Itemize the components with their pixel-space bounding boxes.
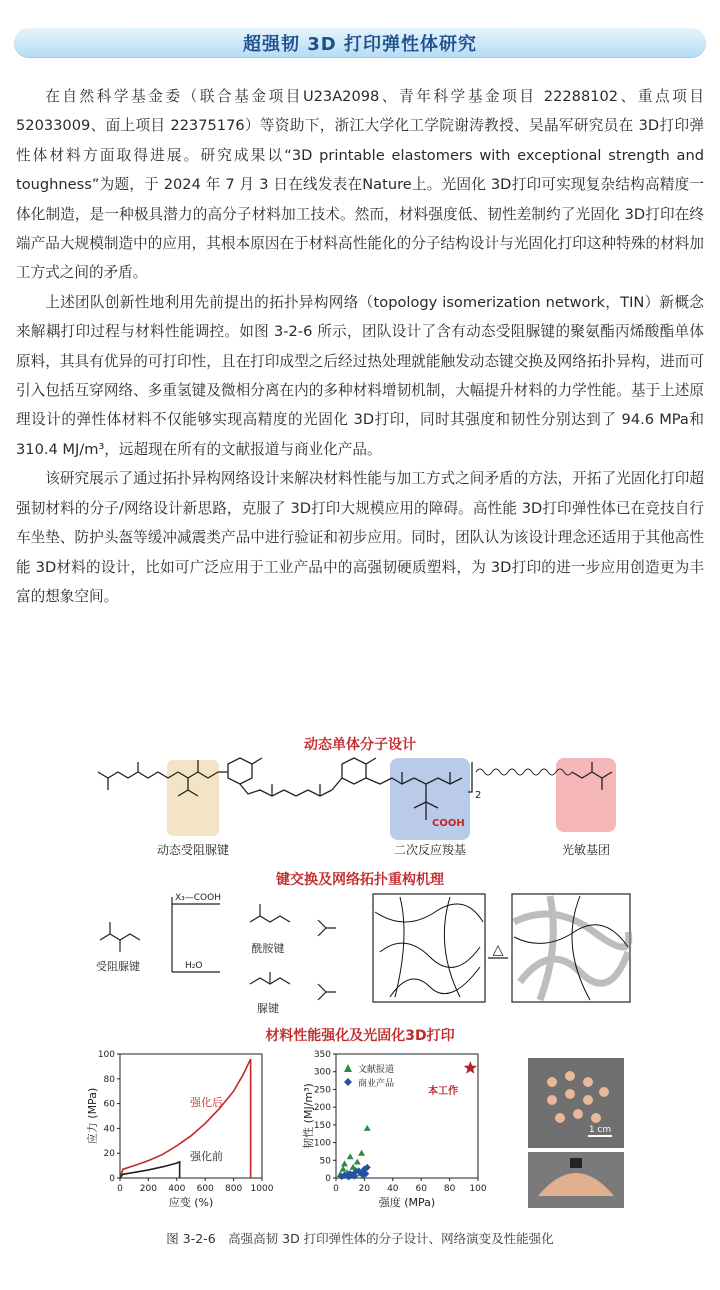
- legend-commercial-label: 商业产品: [358, 1079, 395, 1089]
- chart2-ytick-label: 200: [313, 1103, 331, 1114]
- section1-title: 动态单体分子设计: [304, 737, 416, 753]
- figure-3-2-6: [80, 722, 640, 1217]
- chart1-xtick-label: 200: [139, 1184, 157, 1194]
- literature-point: [364, 1125, 371, 1131]
- section2-title: 键交换及网络拓扑重构机理: [276, 872, 444, 888]
- chart2-xtick-label: 0: [333, 1184, 339, 1194]
- paragraph-2: 上述团队创新性地利用先前提出的拓扑异构网络（topology isomerization network，TIN）新概念来解耦打印过程与材料性能调控。如图 3-2-6 所示，团队设计了含有动态受阻脲键的聚氨酯丙烯酸酯单体原料，其具有优异的可打印性，且在打印成型之后经过热处理就能触发动态键交换及网络拓扑异构，进而可引入包括互穿网络、多重氢键及微相分离在内的多种材料增韧机制，大幅提升材料的力学性能。基于上述原理设计的弹性体材料不仅能够实现高精度的光固化 3D打印，同时其强度和韧性分别达到了 94.6 MPa和 310.4 MJ/m³，远超现在所有的文献报道与商业化产品。: [16, 293, 704, 458]
- amide-bond-label: 酰胺键: [251, 942, 285, 955]
- legend-literature-label: 文献报道: [358, 1065, 395, 1075]
- stress-strain-chart: [85, 1050, 274, 1209]
- chart2-xtick-label: 100: [469, 1184, 487, 1194]
- section3-title: 材料性能强化及光固化3D打印: [265, 1028, 455, 1044]
- chart2-ytick-label: 350: [313, 1050, 331, 1060]
- chart1-ytick-label: 100: [97, 1050, 115, 1060]
- carboxyl-label: 二次反应羧基: [393, 843, 467, 857]
- reaction-scheme: [100, 897, 336, 1000]
- page-title: 超强韧 3D 打印弹性体研究: [243, 34, 477, 55]
- heat-symbol: △: [492, 942, 504, 958]
- chart2-ytick-label: 150: [313, 1120, 331, 1131]
- photosensitive-label: 光敏基团: [561, 843, 611, 857]
- chart1-xtick-label: 1000: [250, 1184, 274, 1194]
- photosensitive-highlight: [556, 758, 616, 832]
- chart2-ytick-label: 50: [319, 1156, 331, 1167]
- chart1-xlabel: 应变 (%): [168, 1196, 214, 1209]
- curve-after-strengthening: [120, 1059, 251, 1178]
- paragraph-3: 该研究展示了通过拓扑异构网络设计来解决材料性能与加工方式之间矛盾的方法，开拓了光固化打印超强韧材料的分子/网络设计新思路，克服了 3D打印大规模应用的障碍。高性能 3D打印弹性体已在竞技自行车坐垫、防护头盔等缓冲减震类产品中进行验证和初步应用。同时，团队认为该设计理念还适用于其他高性能 3D材料的设计，比如可广泛应用于工业产品中的高强韧硬质塑料，为 3D打印的进一步应用创造更为丰富的想象空间。: [16, 470, 704, 605]
- scale-bar-label: 1 cm: [588, 1125, 612, 1135]
- chart2-ylabel: 韧性 (MJ/m³): [302, 1083, 315, 1149]
- literature-point: [347, 1153, 354, 1159]
- this-work-label: 本工作: [428, 1086, 458, 1097]
- chart1-ytick-label: 80: [103, 1074, 115, 1085]
- paragraph-1: 在自然科学基金委（联合基金项目U23A2098、青年科学基金项目 22288102、重点项目 52033009、面上项目 22375176）等资助下，浙江大学化工学院谢涛教授、吴晶军研究员在 3D打印弹性体材料方面取得进展。研究成果以“3D printable elastomers with exceptional strength and toughness”为题，于 2024 年 7 月 3 日在线发表在Nature上。光固化 3D打印可实现复杂结构高精度一体化制造，是一种极具潜力的高分子材料加工技术。然而，材料强度低、韧性差制约了光固化 3D打印在终端产品大规模制造中的应用，其根本原因在于材料高性能化的分子结构设计与光固化打印这种特殊的材料加工方式之间的矛盾。: [16, 88, 704, 282]
- reagent-top: X₃—COOH: [175, 893, 221, 903]
- repeat-subscript: 2: [475, 790, 482, 801]
- figure-caption: 图 3-2-6 高强高韧 3D 打印弹性体的分子设计、网络演变及性能强化: [166, 1231, 554, 1246]
- title-banner: [14, 28, 706, 58]
- curve-before-strengthening: [120, 1162, 180, 1178]
- chart2-xlabel: 强度 (MPa): [378, 1196, 436, 1209]
- printed-lattice-photo: [528, 1058, 624, 1148]
- literature-point: [340, 1166, 347, 1172]
- chart2-xtick-label: 60: [415, 1184, 427, 1194]
- toughness-strength-chart: [301, 1050, 487, 1209]
- chart1-ytick-label: 0: [109, 1174, 115, 1184]
- chart2-ytick-label: 250: [313, 1085, 331, 1096]
- hindered-urea-highlight: [167, 760, 219, 836]
- cooh-label: COOH: [432, 818, 465, 829]
- chart2-ytick-label: 300: [313, 1067, 331, 1078]
- literature-point: [354, 1159, 361, 1165]
- curve-after-label: 强化后: [190, 1096, 223, 1109]
- legend-literature-marker: [344, 1064, 352, 1072]
- chart2-ytick-label: 100: [313, 1138, 331, 1149]
- chart2-xtick-label: 20: [358, 1184, 371, 1194]
- network-after: [512, 894, 630, 1002]
- printed-dome-photo: [528, 1152, 624, 1208]
- chart1-ytick-label: 20: [103, 1149, 115, 1160]
- chart2-xtick-label: 40: [387, 1184, 399, 1194]
- chart1-ylabel: 应力 (MPa): [86, 1087, 99, 1145]
- chart1-ytick-label: 40: [103, 1124, 115, 1135]
- figure-svg: [80, 722, 640, 1217]
- literature-point: [358, 1150, 365, 1156]
- article-body: [16, 82, 704, 611]
- reagent-bottom: H₂O: [185, 961, 203, 971]
- chart1-ytick-label: 60: [103, 1099, 115, 1110]
- chart2-ytick-label: 0: [325, 1174, 331, 1184]
- urea-bond-label: 脲键: [257, 1002, 279, 1015]
- literature-point: [341, 1160, 348, 1166]
- chart1-xtick-label: 400: [168, 1184, 186, 1194]
- legend-commercial-marker: [344, 1078, 352, 1086]
- chart2-xtick-label: 80: [443, 1184, 456, 1194]
- chart1-xtick-label: 0: [117, 1184, 123, 1194]
- this-work-star: [464, 1061, 477, 1074]
- curve-before-label: 强化前: [190, 1150, 223, 1163]
- hindered-urea-bond-label: 受阻脲键: [96, 960, 140, 973]
- chart1-xtick-label: 800: [225, 1184, 243, 1194]
- hindered-urea-label: 动态受阻脲键: [156, 843, 230, 857]
- chart1-xtick-label: 600: [196, 1184, 214, 1194]
